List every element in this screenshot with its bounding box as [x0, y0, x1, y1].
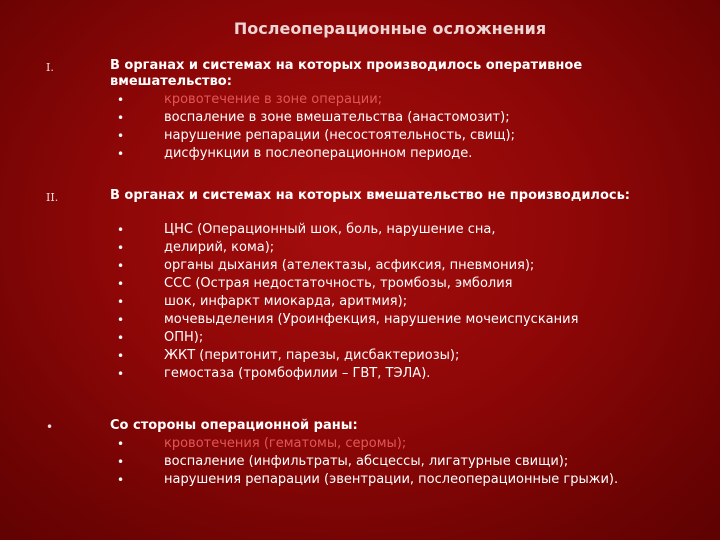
bullet-icon: • [117, 259, 125, 273]
list-item: • кровотечение в зоне операции; [117, 92, 383, 107]
section-marker: II. [46, 191, 59, 204]
list-item: • воспаление (инфильтраты, абсцессы, лигатурные свищи); [117, 454, 569, 469]
bullet-icon: • [117, 367, 125, 381]
section-heading: В органах и системах на которых вмешательство не производилось: [110, 188, 631, 203]
list-item: • гемостаза (тромбофилии – ГВТ, ТЭЛА). [117, 366, 431, 381]
bullet-icon: • [117, 473, 125, 487]
section-heading: В органах и системах на которых производилось оперативное вмешательство: [110, 58, 583, 89]
slide-title: Послеоперационные осложнения [233, 19, 547, 38]
bullet-icon: • [117, 331, 125, 345]
section-marker: I. [46, 61, 54, 74]
list-item: • нарушение репарации (несостоятельность, свищ); [117, 128, 515, 143]
list-item: • делирий, кома); [117, 240, 275, 255]
bullet-icon: • [117, 93, 125, 107]
list-item: • мочевыделения (Уроинфекция, нарушение мочеиспускания [117, 312, 579, 327]
section-heading: Со стороны операционной раны: [110, 418, 358, 433]
list-item: • ЦНС (Операционный шок, боль, нарушение сна, [117, 222, 496, 237]
bullet-icon: • [117, 129, 125, 143]
list-item: • ССС (Острая недостаточность, тромбозы, эмболия [117, 276, 513, 291]
list-item: • дисфункции в послеоперационном периоде. [117, 146, 473, 161]
section-list [117, 91, 515, 163]
bullet-icon: • [117, 277, 125, 291]
bullet-icon: • [117, 349, 125, 363]
section-list [117, 435, 618, 489]
bullet-icon: • [117, 455, 125, 469]
list-item: • нарушения репарации (эвентрации, послеоперационные грыжи). [117, 472, 619, 487]
section-marker: • [46, 420, 54, 434]
list-item: • ОПН); [117, 330, 204, 345]
bullet-icon: • [117, 437, 125, 451]
bullet-icon: • [117, 147, 125, 161]
section-list [117, 221, 578, 383]
bullet-icon: • [117, 223, 125, 237]
list-item: • ЖКТ (перитонит, парезы, дисбактериозы); [117, 348, 460, 363]
list-item: • органы дыхания (ателектазы, асфиксия, пневмония); [117, 258, 535, 273]
list-item: • шок, инфаркт миокарда, аритмия); [117, 294, 408, 309]
bullet-icon: • [117, 295, 125, 309]
list-item: • воспаление в зоне вмешательства (анастомозит); [117, 110, 510, 125]
bullet-icon: • [117, 313, 125, 327]
list-item: • кровотечения (гематомы, серомы); [117, 436, 407, 451]
bullet-icon: • [117, 111, 125, 125]
bullet-icon: • [117, 241, 125, 255]
